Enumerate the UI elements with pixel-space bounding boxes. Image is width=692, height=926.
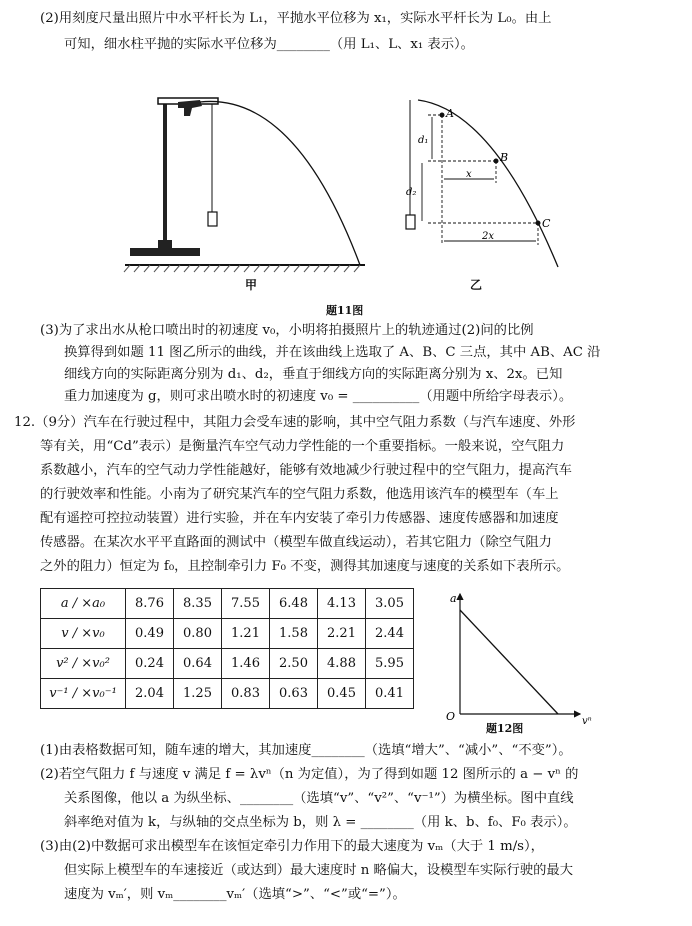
point-b-label: B xyxy=(500,151,509,164)
q3-line-3: 细线方向的实际距离分别为 d₁、d₂，垂直于细线方向的实际距离分别为 x、2x。已知 xyxy=(64,367,563,382)
table-cell: 5.95 xyxy=(366,649,414,679)
table-cell: 4.13 xyxy=(318,589,366,619)
table-cell: 7.55 xyxy=(222,589,270,619)
table-cell: 0.45 xyxy=(318,679,366,709)
sub3-line-1: (3)由(2)中数据可求出模型车在该恒定牵引力作用下的最大速度为 vₘ（大于 1 m/s）， xyxy=(40,839,544,854)
axis-x-label: vⁿ xyxy=(582,716,592,727)
q12-line-1: 12.（9分）汽车在行驶过程中，其阻力会受车速的影响，其中空气阻力系数（与汽车速度、外形 xyxy=(14,415,576,430)
table-row xyxy=(41,649,414,679)
table-row xyxy=(41,679,414,709)
row-header: a / ×a₀ xyxy=(41,589,126,619)
fig11-jia-diagram xyxy=(120,80,380,275)
table-cell: 8.76 xyxy=(126,589,174,619)
d1-label: d₁ xyxy=(418,135,429,146)
fig11-caption: 题11图 xyxy=(326,304,364,317)
point-c-label: C xyxy=(542,217,551,230)
table-cell: 2.50 xyxy=(270,649,318,679)
fig11-label-yi: 乙 xyxy=(470,278,483,292)
table-cell: 0.83 xyxy=(222,679,270,709)
table-cell: 8.35 xyxy=(174,589,222,619)
table-cell: 0.41 xyxy=(366,679,414,709)
q3-line-4: 重力加速度为 g，则可求出喷水时的初速度 v₀ = __________（用题中所给字母表示）。 xyxy=(64,389,573,404)
q3-line-1: (3)为了求出水从枪口喷出时的初速度 v₀，小明将拍摄照片上的轨迹通过(2)问的比例 xyxy=(40,323,534,338)
table-cell: 4.88 xyxy=(318,649,366,679)
table-cell: 0.24 xyxy=(126,649,174,679)
table-row xyxy=(41,619,414,649)
fig11-yi-diagram xyxy=(398,95,568,275)
q12-line-6: 传感器。在某次水平平直路面的测试中（模型车做直线运动），若其它阻力（除空气阻力 xyxy=(40,535,552,550)
table-cell: 0.80 xyxy=(174,619,222,649)
sub2-line-1: (2)若空气阻力 f 与速度 v 满足 f = λvⁿ（n 为定值），为了得到如题 12 图所示的 a − vⁿ 的 xyxy=(40,767,579,782)
two-x-label: 2x xyxy=(482,231,495,242)
table-cell: 2.04 xyxy=(126,679,174,709)
row-header: v⁻¹ / ×v₀⁻¹ xyxy=(41,679,126,709)
sub2-line-2: 关系图像，他以 a 为纵坐标、________（选填“v”、“v²”、“v⁻¹”）为横坐标。图中直线 xyxy=(64,791,574,806)
sub3-line-3: 速度为 vₘ′，则 vₘ________vₘ′（选填“>”、“<”或“=”）。 xyxy=(64,887,406,902)
table-cell: 3.05 xyxy=(366,589,414,619)
sub3-line-2: 但实际上模型车的车速接近（或达到）最大速度时 n 略偏大，设模型车实际行驶的最大 xyxy=(64,863,574,878)
table-cell: 0.64 xyxy=(174,649,222,679)
row-header: v² / ×v₀² xyxy=(41,649,126,679)
table-cell: 0.49 xyxy=(126,619,174,649)
origin-label: O xyxy=(446,710,456,723)
point-a-label: A xyxy=(446,107,454,120)
q12-line-4: 的行驶效率和性能。小南为了研究某汽车的空气阻力系数，他选用该汽车的模型车（车上 xyxy=(40,487,559,502)
fig12-caption: 题12图 xyxy=(486,722,524,735)
q12-line-5: 配有遥控可控拉动装置）进行实验，并在车内安装了牵引力传感器、速度传感器和加速度 xyxy=(40,511,559,526)
fig12-graph xyxy=(440,584,600,734)
table-cell: 1.21 xyxy=(222,619,270,649)
table-cell: 2.21 xyxy=(318,619,366,649)
q2-line-1: (2)用刻度尺量出照片中水平杆长为 L₁，平抛水平位移为 x₁，实际水平杆长为 L₀。由上 xyxy=(40,11,552,26)
row-header: v / ×v₀ xyxy=(41,619,126,649)
q12-line-2: 等有关，用“Cd”表示）是衡量汽车空气动力学性能的一个重要指标。一般来说，空气阻力 xyxy=(40,439,565,454)
q12-line-7: 之外的阻力）恒定为 f₀，且控制牵引力 F₀ 不变，测得其加速度与速度的关系如下表所示。 xyxy=(40,559,570,574)
table-cell: 2.44 xyxy=(366,619,414,649)
d2-label: d₂ xyxy=(406,187,417,198)
q12-line-3: 系数越小，汽车的空气动力学性能越好，能够有效地减少行驶过程中的空气阻力，提高汽车 xyxy=(40,463,572,478)
q2-line-2: 可知，细水柱平抛的实际水平位移为________（用 L₁、L、x₁ 表示）。 xyxy=(64,37,474,52)
sub2-line-3: 斜率绝对值为 k，与纵轴的交点坐标为 b，则 λ = ________（用 k、b、f₀、F₀ 表示）。 xyxy=(64,815,577,830)
table-cell: 1.25 xyxy=(174,679,222,709)
table-cell: 1.46 xyxy=(222,649,270,679)
table-cell: 6.48 xyxy=(270,589,318,619)
x-label: x xyxy=(466,169,472,180)
table-row xyxy=(41,589,414,619)
axis-y-label: a xyxy=(450,592,457,605)
sub1-line: (1)由表格数据可知，随车速的增大，其加速度________（选填“增大”、“减小”、“不变”）。 xyxy=(40,743,572,758)
fig11-label-jia: 甲 xyxy=(245,278,258,292)
q3-line-2: 换算得到如题 11 图乙所示的曲线，并在该曲线上选取了 A、B、C 三点，其中 AB、AC 沿 xyxy=(64,345,601,360)
table-cell: 1.58 xyxy=(270,619,318,649)
table-cell: 0.63 xyxy=(270,679,318,709)
data-table xyxy=(40,588,414,709)
